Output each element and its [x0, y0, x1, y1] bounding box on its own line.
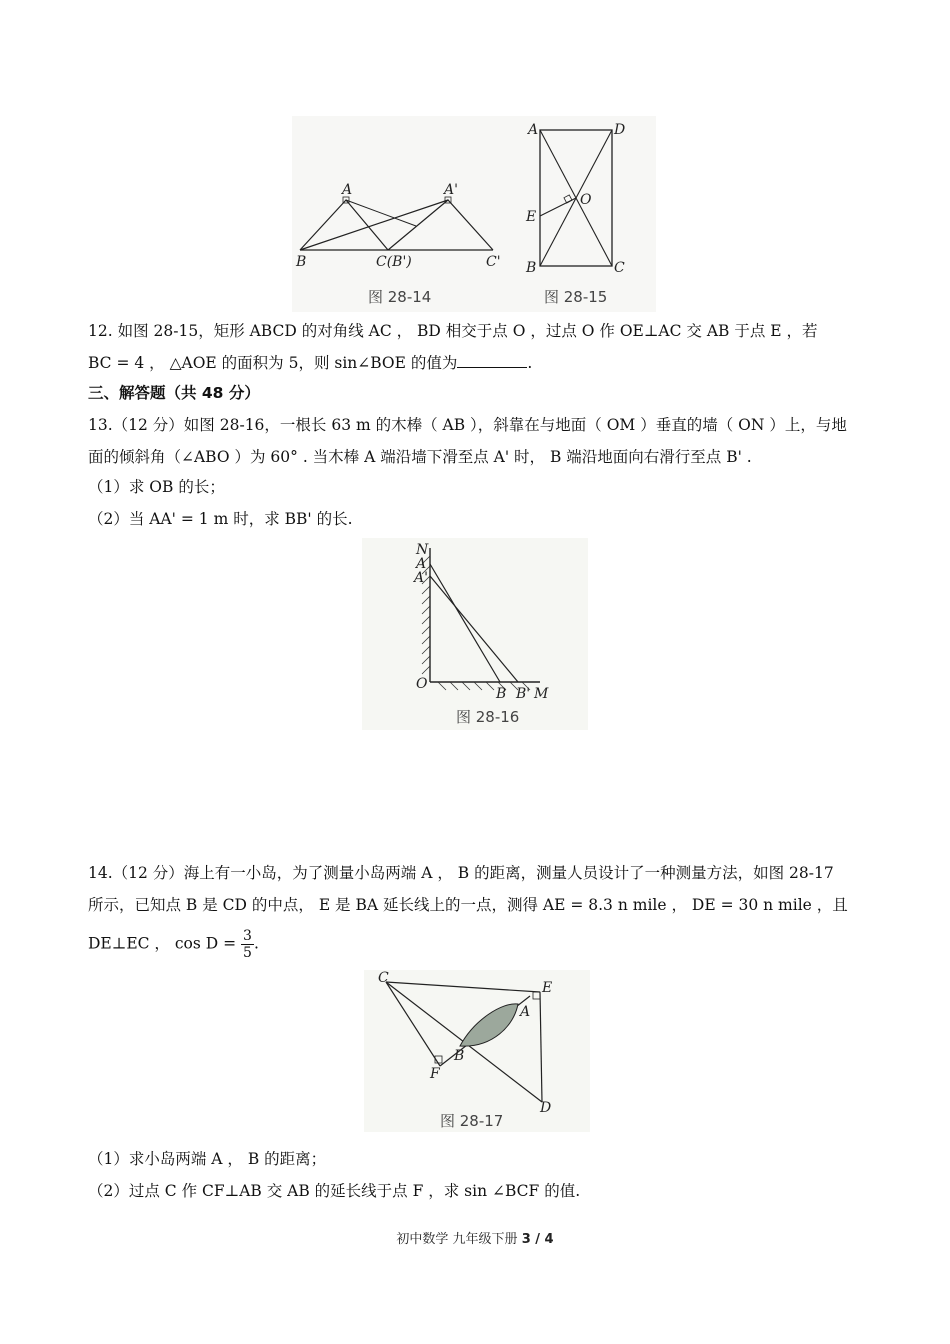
- label-b: B: [454, 1048, 465, 1064]
- fraction-denominator: 5: [243, 945, 252, 961]
- footer-text: 初中数学 九年级下册: [396, 1232, 522, 1247]
- q12-line2: [88, 352, 532, 374]
- q14-line3: [88, 928, 259, 961]
- label-c-prime: C': [486, 254, 501, 270]
- label-b-prime: B': [516, 686, 531, 702]
- q14-part2: （2）过点 C 作 CF⊥AB 交 AB 的延长线于点 F ，求 sin ∠BCF 的值.: [88, 1182, 581, 1200]
- section3-title: 三、解答题（共 48 分）: [88, 384, 260, 402]
- figure-background: [364, 970, 590, 1132]
- q13-line2: 面的倾斜角（∠ABO ）为 60° . 当木棒 A 端沿墙下滑至点 A' 时， B 端沿地面向右滑行至点 B' .: [88, 448, 752, 466]
- figure-28-17: [362, 968, 592, 1134]
- label-a-prime: A': [444, 182, 458, 198]
- q14-part1: （1）求小岛两端 A ， B 的距离；: [88, 1150, 327, 1168]
- label-n: N: [416, 542, 429, 558]
- figure-background: [362, 538, 588, 730]
- label-o: O: [580, 192, 592, 208]
- label-f: F: [430, 1066, 440, 1082]
- fraction-numerator: 3: [243, 928, 252, 944]
- figure-28-14: [288, 112, 528, 312]
- q12-line2-text: BC = 4 ， △AOE 的面积为 5，则 sin∠BOE 的值为: [88, 354, 458, 372]
- label-a: A: [342, 182, 353, 198]
- figure-caption: 图 28-15: [544, 288, 608, 306]
- q14-line1: 14.（12 分）海上有一小岛，为了测量小岛两端 A ， B 的距离，测量人员设计了一种测量方法，如图 28-17: [88, 864, 834, 882]
- q13-part2: （2）当 AA' = 1 m 时，求 BB' 的长.: [88, 510, 353, 528]
- figure-background: [522, 116, 656, 312]
- label-m: M: [534, 686, 549, 702]
- label-b: B: [526, 260, 537, 276]
- figure-28-16: [360, 536, 590, 732]
- label-o: O: [416, 676, 428, 692]
- label-d: D: [540, 1100, 552, 1116]
- figure-caption: 图 28-16: [456, 708, 520, 726]
- q14-line3-start: DE⊥EC ， cos D =: [88, 934, 237, 953]
- label-d: D: [614, 122, 626, 138]
- label-a-prime: A': [414, 570, 428, 586]
- q14-line3-end: .: [253, 934, 259, 953]
- label-a: A: [528, 122, 539, 138]
- q14-line2: 所示，已知点 B 是 CD 的中点， E 是 BA 延长线上的一点，测得 AE = 8.3 n mile ， DE = 30 n mile ，且: [88, 896, 848, 914]
- label-c: C: [614, 260, 625, 276]
- label-c-b-prime: C(B'): [376, 254, 412, 270]
- figure-28-15: [520, 112, 660, 312]
- q13-line1: 13.（12 分）如图 28-16，一根长 63 m 的木棒（ AB ），斜靠在与地面（ OM ）垂直的墙（ ON ）上，与地: [88, 416, 847, 434]
- figure-caption: 图 28-14: [368, 288, 432, 306]
- page-footer: [0, 1228, 950, 1247]
- fraction: [241, 928, 254, 961]
- label-a: A: [416, 556, 427, 572]
- label-a: A: [520, 1004, 531, 1020]
- label-b: B: [296, 254, 307, 270]
- q12-line1: 12. 如图 28-15，矩形 ABCD 的对角线 AC ， BD 相交于点 O ，过点 O 作 OE⊥AC 交 AB 于点 E ，若: [88, 322, 818, 340]
- label-e: E: [542, 980, 553, 996]
- page-number: 3 / 4: [521, 1232, 554, 1247]
- figure-caption: 图 28-17: [440, 1112, 504, 1130]
- q12-line2-end: .: [527, 354, 533, 372]
- label-c: C: [378, 970, 389, 986]
- q13-part1: （1）求 OB 的长；: [88, 478, 225, 496]
- label-b: B: [496, 686, 507, 702]
- answer-blank: [457, 353, 527, 368]
- label-e: E: [526, 209, 537, 225]
